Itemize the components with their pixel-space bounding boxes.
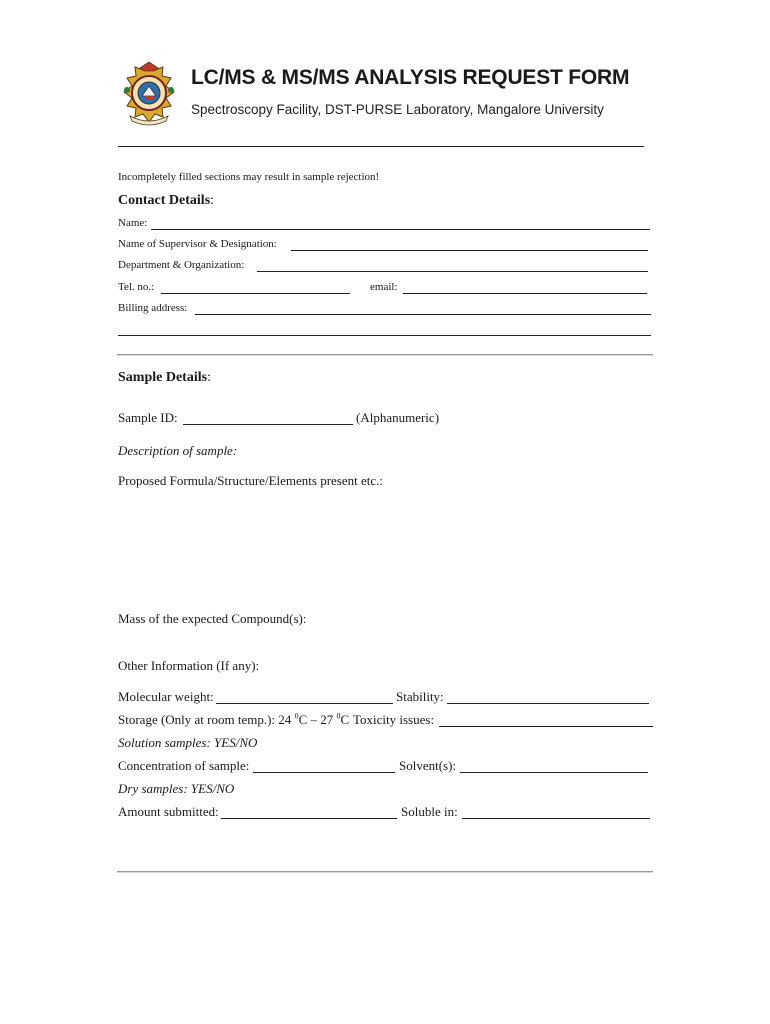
description-label: Description of sample:: [118, 443, 238, 458]
supervisor-label: Name of Supervisor & Designation:: [118, 238, 277, 250]
formula-label: Proposed Formula/Structure/Elements present etc.:: [118, 473, 383, 488]
mass-label: Mass of the expected Compound(s):: [118, 611, 307, 626]
tel-label: Tel. no.:: [118, 281, 155, 293]
email-field[interactable]: [403, 293, 647, 294]
soluble-label: Soluble in:: [401, 804, 458, 819]
form-subtitle: Spectroscopy Facility, DST-PURSE Laboratory, Mangalore University: [191, 102, 604, 117]
amount-field[interactable]: [221, 818, 397, 819]
concentration-field[interactable]: [253, 772, 395, 773]
rejection-notice: Incompletely filled sections may result in sample rejection!: [118, 171, 380, 183]
solution-samples-label: Solution samples: YES/NO: [118, 735, 258, 750]
name-field[interactable]: [151, 229, 650, 230]
sample-id-label: Sample ID:: [118, 410, 178, 425]
bottom-divider: [117, 871, 653, 873]
billing-field[interactable]: [195, 314, 651, 315]
form-title: LC/MS & MS/MS ANALYSIS REQUEST FORM: [191, 66, 630, 89]
amount-label: Amount submitted:: [118, 804, 219, 819]
sample-details-heading: Sample Details:: [118, 370, 211, 385]
name-label: Name:: [118, 217, 148, 229]
billing-label: Billing address:: [118, 302, 188, 314]
soluble-field[interactable]: [462, 818, 650, 819]
concentration-label: Concentration of sample:: [118, 758, 250, 773]
sample-id-field[interactable]: [183, 424, 353, 425]
stability-field[interactable]: [447, 703, 649, 704]
email-label: email:: [370, 281, 398, 293]
molecular-weight-field[interactable]: [216, 703, 393, 704]
section-divider: [117, 354, 653, 356]
molecular-weight-label: Molecular weight:: [118, 689, 214, 704]
tel-field[interactable]: [161, 293, 350, 294]
billing-field-line2[interactable]: [118, 335, 651, 336]
department-label: Department & Organization:: [118, 259, 245, 271]
toxicity-field[interactable]: [439, 726, 653, 727]
sample-id-hint: (Alphanumeric): [356, 410, 440, 425]
contact-details-heading: Contact Details:: [118, 193, 215, 208]
supervisor-field[interactable]: [291, 250, 648, 251]
department-field[interactable]: [257, 271, 648, 272]
toxicity-label: Toxicity issues:: [353, 712, 435, 727]
university-emblem-icon: [118, 60, 180, 126]
header-divider: [118, 146, 644, 147]
storage-label: Storage (Only at room temp.): 24 $^0$C – 27 $^0$C: [118, 711, 350, 727]
solvent-label: Solvent(s):: [399, 758, 457, 773]
other-info-label: Other Information (If any):: [118, 658, 260, 673]
solvent-field[interactable]: [460, 772, 648, 773]
dry-samples-label: Dry samples: YES/NO: [118, 781, 235, 796]
stability-label: Stability:: [396, 689, 444, 704]
